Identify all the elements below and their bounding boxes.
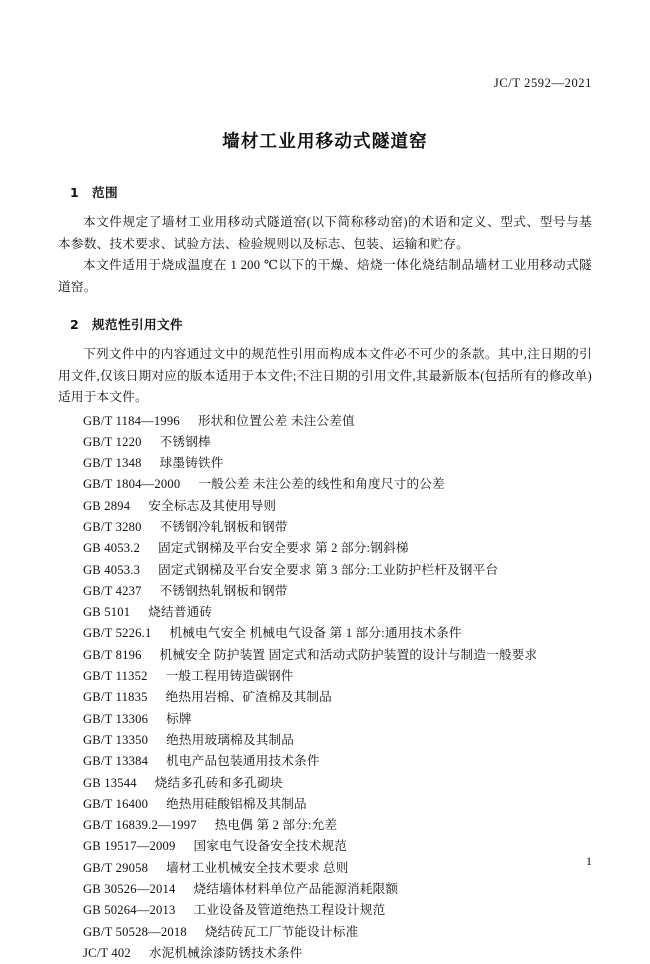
- reference-title: 球墨铸铁件: [160, 456, 224, 470]
- reference-code: GB/T 1220: [83, 432, 142, 453]
- reference-title: 不锈钢热轧钢板和钢带: [160, 584, 288, 598]
- section-heading-scope: [70, 182, 592, 201]
- section-spacer: [58, 298, 592, 314]
- reference-title: 墙材工业机械安全技术要求 总则: [166, 861, 348, 875]
- scope-paragraph-1: 本文件规定了墙材工业用移动式隧道窑(以下简称移动窑)的术语和定义、型式、型号与基本参数、技术要求、试验方法、检验规则以及标志、包装、运输和贮存。: [58, 212, 592, 255]
- reference-code: GB/T 4237: [83, 581, 142, 602]
- reference-title: 安全标志及其使用导则: [148, 499, 276, 513]
- reference-code: JC/T 402: [83, 943, 131, 964]
- standard-code-header: JC/T 2592—2021: [494, 76, 592, 91]
- section-number-2: 2: [70, 317, 92, 332]
- reference-title: 绝热用玻璃棉及其制品: [166, 733, 294, 747]
- reference-title: 绝热用硅酸铝棉及其制品: [166, 797, 307, 811]
- reference-title: 固定式钢梯及平台安全要求 第 2 部分:钢斜梯: [158, 541, 409, 555]
- reference-title: 烧结墙体材料单位产品能源消耗限额: [194, 882, 399, 896]
- reference-title: 工业设备及管道绝热工程设计规范: [194, 903, 386, 917]
- list-item: [58, 432, 592, 453]
- list-item: [58, 602, 592, 623]
- reference-code: GB/T 1804—2000: [83, 474, 180, 495]
- reference-title: 机电产品包装通用技术条件: [166, 754, 320, 768]
- reference-code: GB 4053.3: [83, 560, 140, 581]
- section-title-1: 范围: [92, 185, 118, 200]
- reference-title: 绝热用岩棉、矿渣棉及其制品: [166, 690, 332, 704]
- reference-code: GB/T 16839.2—1997: [83, 815, 197, 836]
- reference-title: 形状和位置公差 未注公差值: [198, 414, 355, 428]
- list-item: [58, 751, 592, 772]
- reference-title: 水泥机械涂漆防锈技术条件: [149, 946, 303, 960]
- reference-code: GB/T 11352: [83, 666, 148, 687]
- list-item: [58, 538, 592, 559]
- reference-code: GB 30526—2014: [83, 879, 176, 900]
- list-item: [58, 496, 592, 517]
- reference-code: GB/T 29058: [83, 858, 148, 879]
- reference-title: 标牌: [166, 712, 192, 726]
- list-item: [58, 815, 592, 836]
- scope-paragraph-2: 本文件适用于烧成温度在 1 200 ℃以下的干燥、焙烧一体化烧结制品墙材工业用移动式隧道窑。: [58, 255, 592, 298]
- reference-title: 烧结砖瓦工厂节能设计标准: [205, 925, 359, 939]
- list-item: [58, 943, 592, 964]
- reference-code: GB/T 11835: [83, 687, 148, 708]
- reference-code: GB/T 1348: [83, 453, 142, 474]
- reference-code: GB/T 8196: [83, 645, 142, 666]
- reference-title: 烧结多孔砖和多孔砌块: [155, 776, 283, 790]
- list-item: [58, 730, 592, 751]
- reference-code: GB/T 13350: [83, 730, 148, 751]
- reference-title: 烧结普通砖: [148, 605, 212, 619]
- reference-code: GB 4053.2: [83, 538, 140, 559]
- normative-reference-list: [58, 411, 592, 964]
- list-item: [58, 773, 592, 794]
- list-item: [58, 687, 592, 708]
- list-item: [58, 900, 592, 921]
- list-item: [58, 560, 592, 581]
- list-item: [58, 794, 592, 815]
- list-item: [58, 623, 592, 644]
- list-item: [58, 922, 592, 943]
- reference-code: GB/T 50528—2018: [83, 922, 187, 943]
- reference-title: 一般工程用铸造碳钢件: [166, 669, 294, 683]
- page-number: 1: [586, 854, 592, 869]
- list-item: [58, 858, 592, 879]
- reference-code: GB/T 13384: [83, 751, 148, 772]
- list-item: [58, 709, 592, 730]
- list-item: [58, 879, 592, 900]
- list-item: [58, 836, 592, 857]
- reference-code: GB/T 3280: [83, 517, 142, 538]
- reference-code: GB/T 5226.1: [83, 623, 151, 644]
- reference-title: 不锈钢棒: [160, 435, 211, 449]
- reference-code: GB 2894: [83, 496, 130, 517]
- list-item: [58, 474, 592, 495]
- page-title: 墙材工业用移动式隧道窑: [0, 128, 650, 153]
- reference-code: GB/T 13306: [83, 709, 148, 730]
- document-body: [58, 182, 592, 964]
- reference-code: GB 13544: [83, 773, 137, 794]
- reference-code: GB 19517—2009: [83, 836, 176, 857]
- reference-code: GB/T 16400: [83, 794, 148, 815]
- list-item: [58, 411, 592, 432]
- reference-title: 固定式钢梯及平台安全要求 第 3 部分:工业防护栏杆及钢平台: [158, 563, 498, 577]
- reference-title: 机械电气安全 机械电气设备 第 1 部分:通用技术条件: [169, 626, 461, 640]
- list-item: [58, 453, 592, 474]
- reference-code: GB/T 1184—1996: [83, 411, 180, 432]
- reference-title: 热电偶 第 2 部分:允差: [215, 818, 338, 832]
- reference-code: GB 5101: [83, 602, 130, 623]
- section-title-2: 规范性引用文件: [92, 317, 183, 332]
- reference-title: 国家电气设备安全技术规范: [194, 839, 348, 853]
- reference-title: 一般公差 未注公差的线性和角度尺寸的公差: [198, 477, 444, 491]
- section-heading-normative-references: [70, 314, 592, 333]
- section-number-1: 1: [70, 185, 92, 200]
- reference-title: 不锈钢冷轧钢板和钢带: [160, 520, 288, 534]
- normative-references-paragraph: 下列文件中的内容通过文中的规范性引用而构成本文件必不可少的条款。其中,注日期的引用文件,仅该日期对应的版本适用于本文件;不注日期的引用文件,其最新版本(包括所有的修改单)适用于本文件。: [58, 344, 592, 409]
- list-item: [58, 645, 592, 666]
- reference-code: GB 50264—2013: [83, 900, 176, 921]
- reference-title: 机械安全 防护装置 固定式和活动式防护装置的设计与制造一般要求: [160, 648, 538, 662]
- list-item: [58, 517, 592, 538]
- list-item: [58, 666, 592, 687]
- list-item: [58, 581, 592, 602]
